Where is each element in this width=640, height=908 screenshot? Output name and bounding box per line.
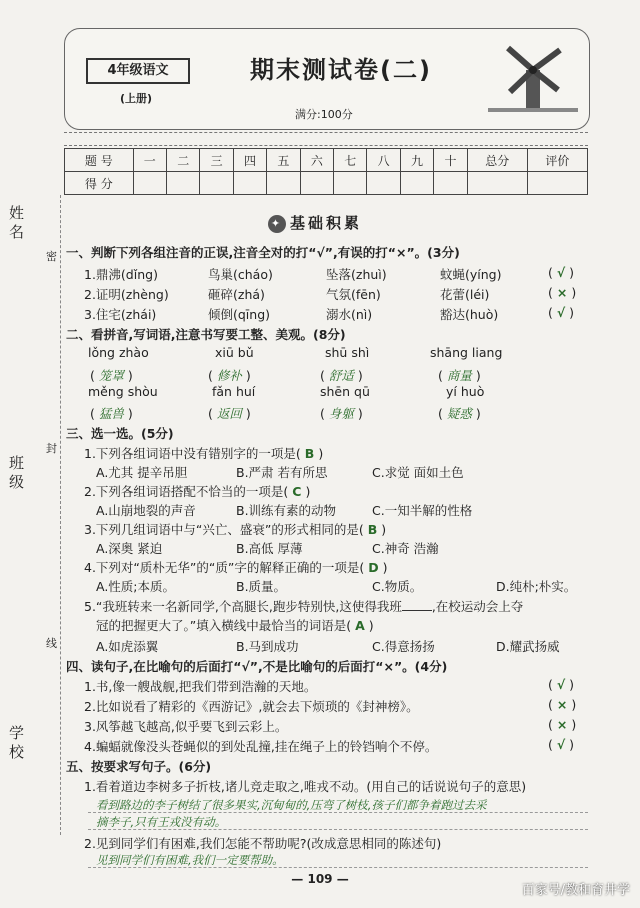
q1-item: 倾倒(qīng) xyxy=(208,307,271,322)
option: A.尤其 提辛吊胆 xyxy=(96,465,188,480)
word-answer: ( 疑惑 ) xyxy=(438,406,481,421)
handwritten-answer: 见到同学们有困难,我们一定要帮助。 xyxy=(96,853,284,867)
score-cell: 总分 xyxy=(467,149,527,172)
handwritten-answer: 猛兽 xyxy=(98,406,124,421)
score-blank xyxy=(367,172,400,195)
pinyin: shēn qū xyxy=(320,384,370,399)
handwritten-answer: 疑惑 xyxy=(446,406,472,421)
section-heading xyxy=(268,212,362,233)
dotted-divider xyxy=(64,132,588,146)
writing-line xyxy=(88,867,588,868)
q4-answer: ( × ) xyxy=(548,717,577,732)
q3-stem xyxy=(84,444,323,462)
word-answer: ( 笼罩 ) xyxy=(90,368,133,383)
handwritten-answer: 修补 xyxy=(216,368,242,383)
word-answer: ( 返回 ) xyxy=(208,406,251,421)
q3-stem-text: 1.下列各组词语中没有错别字的一项是( xyxy=(84,446,301,461)
q4-item: 1.书,像一艘战舰,把我们带到浩瀚的天地。 xyxy=(84,679,317,694)
q4-answer: ( √ ) xyxy=(548,737,575,752)
q1-item: 3.住宅(zhái) xyxy=(84,307,157,322)
q3-item5-text: 5.“我班转来一名新同学,个高腿长,跑步特别快,这使得我班 xyxy=(84,599,402,614)
score-cell: 四 xyxy=(233,149,266,172)
score-cell: 一 xyxy=(133,149,166,172)
q3-stem-end: ) xyxy=(381,522,387,537)
section-heading-text: 基础积累 xyxy=(290,214,363,232)
q4-item: 3.风筝越飞越高,似乎要飞到云彩上。 xyxy=(84,719,288,734)
option: B.质量。 xyxy=(236,579,287,594)
windmill-illustration xyxy=(488,40,578,120)
page-title: 期末测试卷(二) xyxy=(250,56,432,84)
watermark: 百家号/教和育井学 xyxy=(521,883,630,898)
q3-title: 三、选一选。(5分) xyxy=(66,426,174,441)
answer-mark: × xyxy=(556,285,568,300)
word-answer: ( 猛兽 ) xyxy=(90,406,133,421)
q3-stem-text: 4.下列对“质朴无华”的“质”字的解释正确的一项是( xyxy=(84,560,365,575)
writing-line xyxy=(88,812,588,813)
q1-item: 1.鼎沸(dǐng) xyxy=(84,267,158,282)
score-blank xyxy=(434,172,467,195)
q1-item: 坠落(zhuì) xyxy=(326,267,387,282)
side-school-label: 学校 xyxy=(7,725,25,763)
q3-item5-line2 xyxy=(96,616,374,634)
option: D.纯朴;朴实。 xyxy=(496,579,577,594)
score-cell: 七 xyxy=(334,149,367,172)
q3-item5-line1 xyxy=(84,597,523,615)
handwritten-answer: 笼罩 xyxy=(98,368,124,383)
q3-stem-end: ) xyxy=(318,446,324,461)
q1-item: 花蕾(léi) xyxy=(440,287,490,302)
choice-answer: B xyxy=(367,522,378,537)
side-class-label: 班级 xyxy=(7,455,25,493)
q4-answer: ( × ) xyxy=(548,697,577,712)
q4-answer: ( √ ) xyxy=(548,677,575,692)
score-cell: 九 xyxy=(400,149,433,172)
q3-stem-text: 2.下列各组词语搭配不恰当的一项是( xyxy=(84,484,289,499)
score-table-header-row xyxy=(65,149,588,172)
handwritten-answer: 摘李子,只有王戎没有动。 xyxy=(96,815,227,829)
word-answer: ( 修补 ) xyxy=(208,368,251,383)
grade-label: 4年级语文 xyxy=(86,58,190,84)
q1-answer: ( √ ) xyxy=(548,305,575,320)
q3-item5-text: ,在校运动会上夺 xyxy=(431,599,524,614)
score-cell: 八 xyxy=(367,149,400,172)
pinyin: shū shì xyxy=(325,345,370,360)
q1-answer: ( √ ) xyxy=(548,265,575,280)
option: B.训练有素的动物 xyxy=(236,503,337,518)
q3-stem-end: ) xyxy=(305,484,311,499)
q3-stem xyxy=(84,558,387,576)
option: D.耀武扬威 xyxy=(496,639,560,654)
option: A.性质;本质。 xyxy=(96,579,176,594)
option: C.物质。 xyxy=(372,579,423,594)
score-cell: 三 xyxy=(200,149,233,172)
binding-line xyxy=(60,195,61,835)
q1-item: 2.证明(zhèng) xyxy=(84,287,169,302)
q3-stem-end: ) xyxy=(382,560,388,575)
choice-answer: B xyxy=(304,446,315,461)
handwritten-answer: 商量 xyxy=(446,368,472,383)
page-number: — 109 — xyxy=(291,872,349,886)
score-blank xyxy=(527,172,587,195)
score-cell: 十 xyxy=(434,149,467,172)
seal-mark-xian: 线 xyxy=(46,637,57,650)
score-cell: 评价 xyxy=(527,149,587,172)
handwritten-answer: 返回 xyxy=(216,406,242,421)
pinyin: lǒng zhào xyxy=(88,345,149,360)
pinyin: měng shòu xyxy=(88,384,158,399)
answer-mark: √ xyxy=(556,677,566,692)
score-blank xyxy=(334,172,367,195)
option: A.如虎添翼 xyxy=(96,639,159,654)
score-cell: 题 号 xyxy=(65,149,134,172)
option: C.求觉 面如土色 xyxy=(372,465,464,480)
word-answer: ( 舒适 ) xyxy=(320,368,363,383)
answer-mark: × xyxy=(556,717,568,732)
handwritten-answer: 看到路边的李子树结了很多果实,沉甸甸的,压弯了树枝,孩子们都争着跑过去采 xyxy=(96,798,487,812)
section-deco-icon: ✦ xyxy=(268,215,286,233)
option: C.一知半解的性格 xyxy=(372,503,473,518)
choice-answer: C xyxy=(292,484,302,499)
q1-item: 鸟巢(cháo) xyxy=(208,267,273,282)
q3-stem-end: ) xyxy=(368,618,374,633)
pinyin: yí huò xyxy=(446,384,485,399)
answer-mark: √ xyxy=(556,737,566,752)
score-row-label: 得 分 xyxy=(65,172,134,195)
score-cell: 二 xyxy=(167,149,200,172)
option: A.山崩地裂的声音 xyxy=(96,503,196,518)
answer-mark: √ xyxy=(556,305,566,320)
handwritten-answer: 舒适 xyxy=(328,368,354,383)
q5-title: 五、按要求写句子。(6分) xyxy=(66,759,212,774)
option: A.深奥 紧迫 xyxy=(96,541,163,556)
answer-mark: √ xyxy=(556,265,566,280)
q4-item: 4.蝙蝠就像没头苍蝇似的到处乱撞,挂在绳子上的铃铛响个不停。 xyxy=(84,739,438,754)
score-blank xyxy=(167,172,200,195)
q5-item: 2.见到同学们有困难,我们怎能不帮助呢?(改成意思相同的陈述句) xyxy=(84,836,442,851)
q1-item: 气氛(fēn) xyxy=(326,287,381,302)
score-blank xyxy=(300,172,333,195)
score-table-score-row xyxy=(65,172,588,195)
option: B.马到成功 xyxy=(236,639,299,654)
full-score-label: 满分:100分 xyxy=(295,108,353,121)
choice-answer: D xyxy=(368,560,379,575)
word-answer: ( 身躯 ) xyxy=(320,406,363,421)
q1-item: 溺水(nì) xyxy=(326,307,373,322)
score-blank xyxy=(267,172,300,195)
option: C.得意扬扬 xyxy=(372,639,435,654)
score-blank xyxy=(133,172,166,195)
q1-item: 豁达(huò) xyxy=(440,307,499,322)
score-blank xyxy=(400,172,433,195)
q4-item: 2.比如说看了精彩的《西游记》,就会去下烦琐的《封神榜》。 xyxy=(84,699,419,714)
choice-answer: A xyxy=(355,618,365,633)
pinyin: fǎn huí xyxy=(212,384,256,399)
q1-item: 蚊蝇(yíng) xyxy=(440,267,502,282)
q5-item: 1.看着道边李树多子折枝,诸儿竞走取之,唯戎不动。(用自己的话说说句子的意思) xyxy=(84,779,527,794)
pinyin: shāng liang xyxy=(430,345,503,360)
q4-title: 四、读句子,在比喻句的后面打“√”,不是比喻句的后面打“×”。(4分) xyxy=(66,659,448,674)
q3-stem xyxy=(84,482,310,500)
q3-item5-text: 冠的把握更大了。”填入横线中最恰当的词语是( xyxy=(96,618,352,633)
option: B.高低 厚薄 xyxy=(236,541,303,556)
score-cell: 六 xyxy=(300,149,333,172)
word-answer: ( 商量 ) xyxy=(438,368,481,383)
score-blank xyxy=(467,172,527,195)
score-blank xyxy=(233,172,266,195)
pinyin: xiū bǔ xyxy=(215,345,254,360)
option: B.严肃 若有所思 xyxy=(236,465,328,480)
score-cell: 五 xyxy=(267,149,300,172)
q1-title: 一、判断下列各组注音的正误,注音全对的打“√”,有误的打“×”。(3分) xyxy=(66,245,460,260)
handwritten-answer: 身躯 xyxy=(328,406,354,421)
score-blank xyxy=(200,172,233,195)
side-name-label: 姓名 xyxy=(7,205,25,243)
seal-mark-mi: 密 xyxy=(46,250,57,263)
q3-stem-text: 3.下列几组词语中与“兴亡、盛衰”的形式相同的是( xyxy=(84,522,364,537)
q1-answer: ( × ) xyxy=(548,285,577,300)
q3-stem xyxy=(84,520,386,538)
volume-label: (上册) xyxy=(120,92,153,105)
option: C.神奇 浩瀚 xyxy=(372,541,439,556)
writing-line xyxy=(88,829,588,830)
answer-mark: × xyxy=(556,697,568,712)
q2-title: 二、看拼音,写词语,注意书写要工整、美观。(8分) xyxy=(66,327,346,342)
q1-item: 砸碎(zhá) xyxy=(208,287,265,302)
seal-mark-feng: 封 xyxy=(46,442,57,455)
score-table xyxy=(64,148,588,195)
blank-line xyxy=(402,610,432,611)
